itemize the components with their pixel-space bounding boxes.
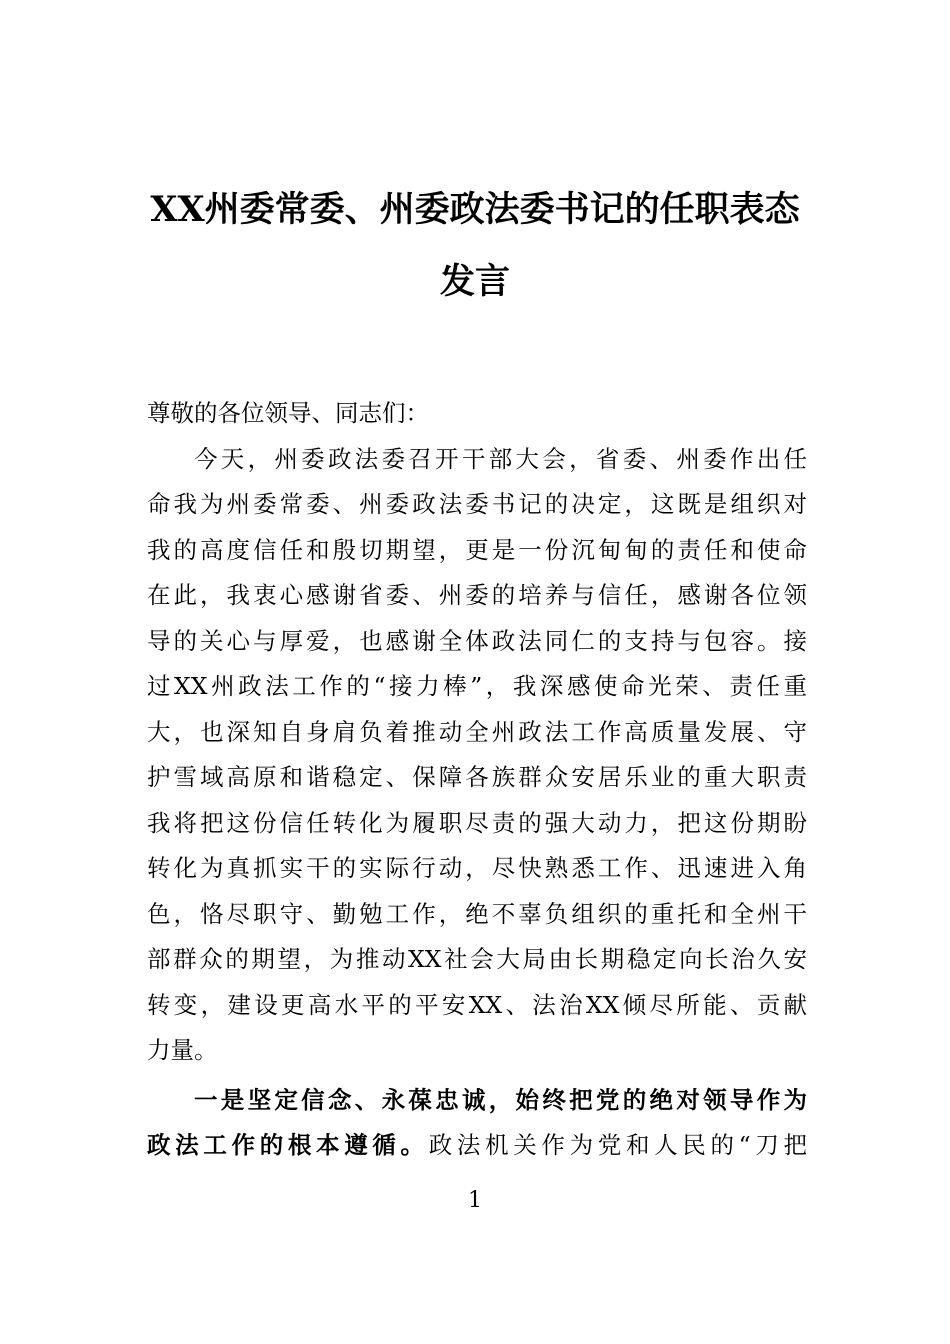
salutation: 尊敬的各位领导、同志们： (147, 399, 429, 427)
paragraph-line: 今天，州委政法委召开干部大会，省委、州委作出任 (194, 444, 807, 473)
paragraph-line: 大，也深知自身肩负着推动全州政法工作高质量发展、守 (147, 717, 807, 746)
paragraph-line: 在此，我衷心感谢省委、州委的培养与信任，感谢各位领 (147, 581, 807, 609)
paragraph-line: 转化为真抓实干的实际行动，尽快熟悉工作、迅速进入角 (147, 854, 807, 882)
paragraph-line: 导的关心与厚爱，也感谢全体政法同仁的支持与包容。接 (147, 626, 807, 655)
paragraph-line: 我将把这份信任转化为履职尽责的强大动力，把这份期盼 (147, 808, 807, 837)
paragraph-line: 部群众的期望，为推动XX社会大局由长期稳定向长治久安 (147, 945, 807, 973)
title-line: XX州委常委、州委政法委书记的任职表态 (150, 189, 800, 230)
paragraph-line: 过XX州政法工作的“接力棒”，我深感使命光荣、责任重 (147, 672, 807, 700)
paragraph-line: 命我为州委常委、州委政法委书记的决定，这既是组织对 (147, 490, 807, 518)
document-body (147, 391, 807, 1169)
paragraph-line: 色，恪尽职守、勤勉工作，绝不辜负组织的重托和全州干 (147, 899, 807, 928)
paragraph-line: 护雪域高原和谐稳定、保障各族群众安居乐业的重大职责 (147, 763, 807, 791)
paragraph-line: 转变，建设更高水平的平安XX、法治XX倾尽所能、贡献 (147, 990, 807, 1019)
paragraph-line: 我的高度信任和殷切期望，更是一份沉甸甸的责任和使命 (147, 535, 807, 564)
paragraph-text: 政法机关作为党和人民的“刀把 (428, 1131, 807, 1159)
mixed-paragraph-line (147, 1123, 807, 1169)
paragraph-line: 力量。 (147, 1036, 218, 1064)
title-line: 发言 (439, 261, 510, 302)
page-number: 1 (468, 1188, 482, 1213)
document-title (130, 174, 820, 318)
bold-heading-tail: 政法工作的根本遵循。 (147, 1131, 429, 1159)
bold-heading-line: 一是坚定信念、永葆忠诚，始终把党的绝对领导作为 (194, 1085, 807, 1114)
